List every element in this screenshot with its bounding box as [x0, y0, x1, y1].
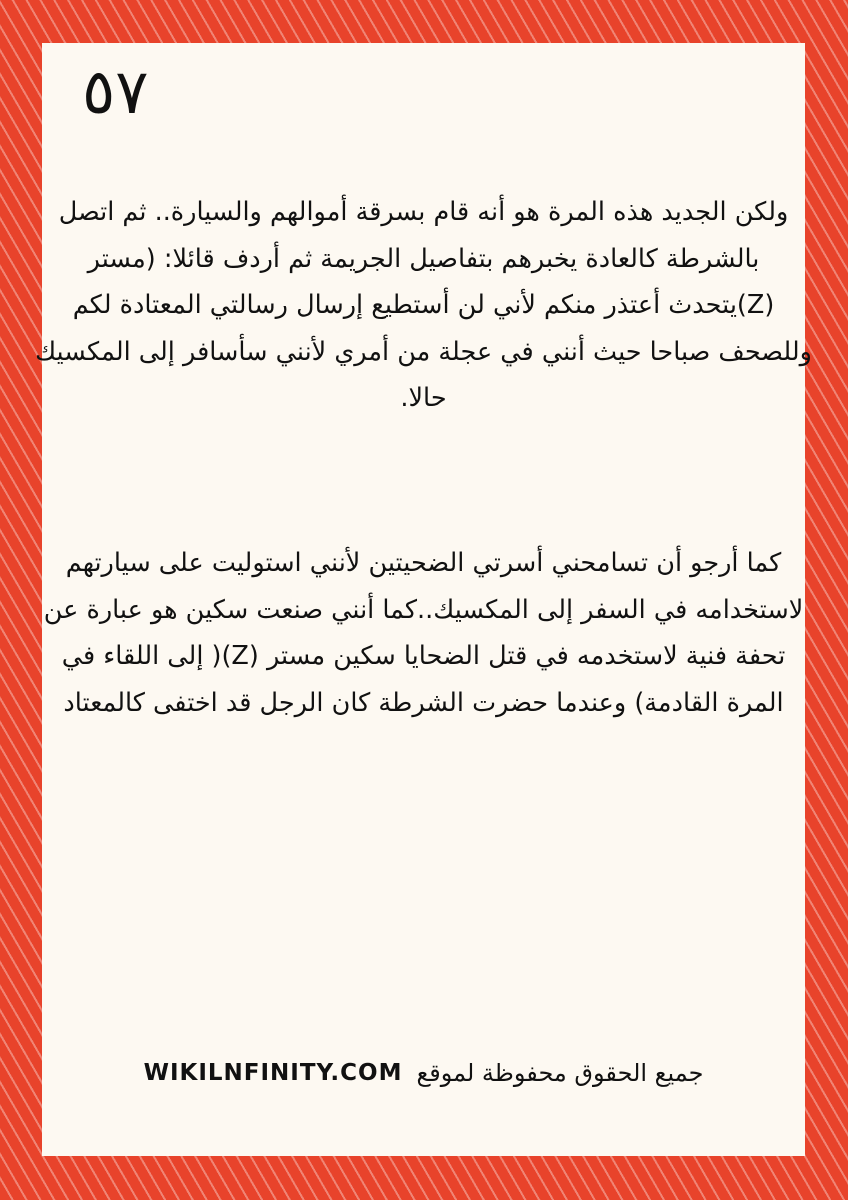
- copyright-text: جميع الحقوق محفوظة لموقع: [416, 1059, 704, 1087]
- paragraph-1: ولكن الجديد هذه المرة هو أنه قام بسرقة أموالهم والسيارة.. ثم اتصل بالشرطة كالعادة يخبرهم بتفاصيل الجريمة ثم أردف قائلا: (مستر (Z)يتحدث أعتذر منكم لأني لن أستطيع إرسال رسالتي المعتادة لكم وللصحف صباحا حيث أنني في عجلة من أمري لأنني سأسافر إلى المكسيك حالا.: [35, 197, 812, 413]
- page-number: ٥٧: [82, 55, 149, 128]
- copyright-footer: [42, 1059, 805, 1087]
- website-name: WIKILNFINITY.COM: [143, 1060, 403, 1086]
- page-card: [35, 43, 812, 1156]
- paragraph-2: كما أرجو أن تسامحني أسرتي الضحيتين لأنني استوليت على سيارتهم لاستخدامه في السفر إلى المكسيك..كما أنني صنعت سكين هو عبارة عن تحفة فنية لاستخدمه في قتل الضحايا سكين مستر (Z)( إلى اللقاء في المرة القادمة) وعندما حضرت الشرطة كان الرجل قد اختفى كالمعتاد: [43, 548, 804, 718]
